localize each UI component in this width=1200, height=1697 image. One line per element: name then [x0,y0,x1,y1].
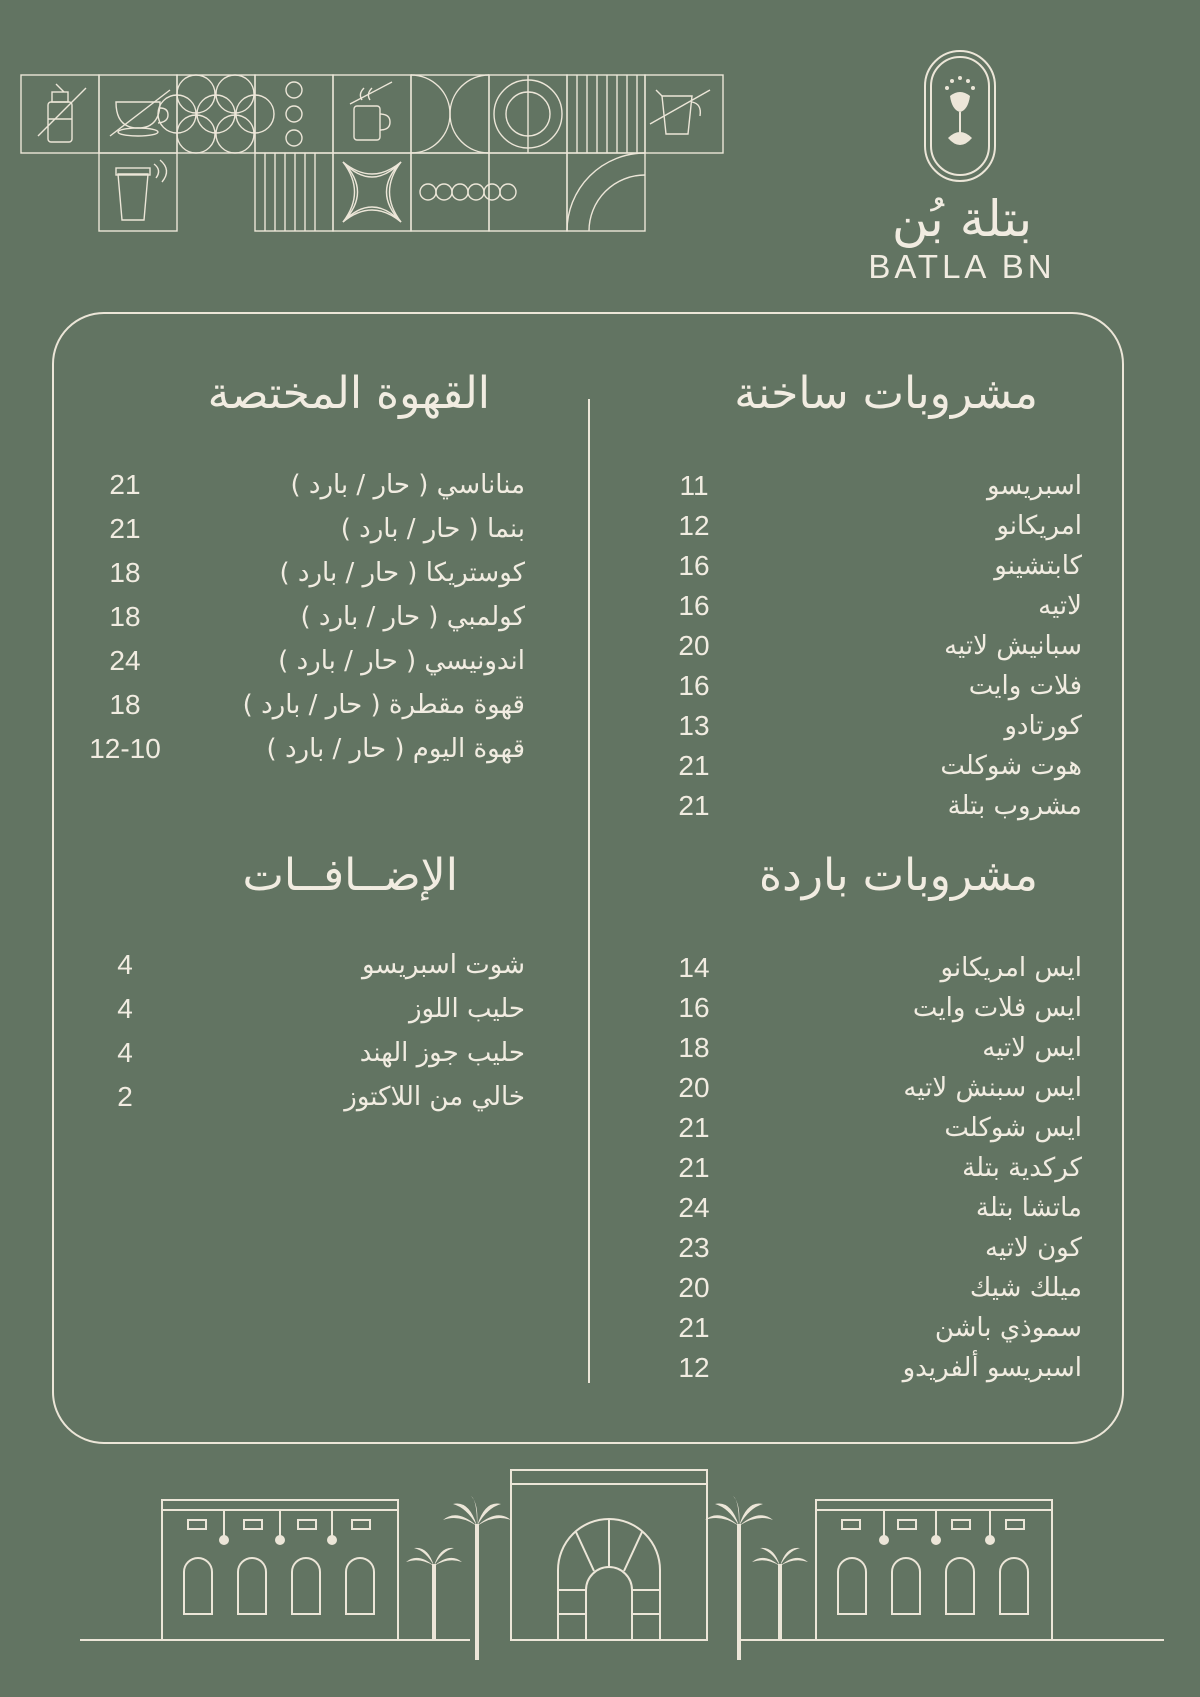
item-name: اسبريسو ألفريدو [902,1353,1082,1383]
menu-item [600,1188,1090,1228]
item-price: 21 [678,750,710,781]
star-shape-icon [343,162,401,222]
menu-item [70,509,525,549]
item-price: 13 [678,710,710,741]
item-price: 4 [117,993,133,1024]
item-price: 21 [678,1312,710,1343]
item-price: 24 [109,645,141,676]
item-price: 20 [678,630,710,661]
item-name: بنما ( حار / بارد ) [340,514,525,544]
menu-item [600,786,1090,826]
item-name: امريكانو [996,511,1082,541]
pitcher-icon [650,90,710,134]
item-price: 16 [678,590,710,621]
menu-item [70,945,525,985]
cold-drinks-title: مشروبات باردة [759,850,1038,901]
item-price: 23 [678,1232,710,1263]
concentric-circle-icon [494,75,562,153]
cup-saucer-icon [110,90,170,136]
item-price: 16 [678,992,710,1023]
item-name: اندونيسي ( حار / بارد ) [278,646,525,676]
menu-item [70,1077,525,1117]
menu-item [600,1308,1090,1348]
item-name: كركدية بتلة [962,1153,1082,1183]
item-price: 4 [117,1037,133,1068]
menu-item [600,1268,1090,1308]
menu-item [70,641,525,681]
circle-pattern-icon [158,75,274,153]
item-name: كابتشينو [994,551,1082,581]
item-price: 21 [109,469,141,500]
specialty-coffee-title: القهوة المختصة [207,368,490,419]
menu-item [600,988,1090,1028]
item-price: 24 [678,1192,710,1223]
menu-item [600,1148,1090,1188]
menu-item [600,626,1090,666]
item-name: قهوة اليوم ( حار / بارد ) [266,734,525,764]
item-price: 21 [678,790,710,821]
menu-item [600,746,1090,786]
item-name: كولمبي ( حار / بارد ) [300,602,525,632]
five-circles-icon [420,184,516,200]
decorative-coffee-pattern [20,74,730,236]
item-name: سبانيش لاتيه [944,631,1082,661]
item-price: 18 [109,689,141,720]
item-name: سموذي باشن [934,1313,1082,1343]
palm-tree-icon [705,1496,773,1660]
menu-item [600,466,1090,506]
item-name: ايس لاتيه [982,1033,1082,1063]
item-price: 16 [678,550,710,581]
mug-icon [350,82,392,140]
item-name: كون لاتيه [984,1233,1082,1263]
item-price: 12 [678,1352,710,1383]
stripes-icon [577,75,637,153]
item-price: 12-10 [89,733,161,764]
item-price: 18 [109,601,141,632]
dots-icon [286,82,302,146]
menu-item [70,685,525,725]
item-name: هوت شوكلت [940,751,1082,781]
item-price: 21 [678,1112,710,1143]
menu-item [600,666,1090,706]
item-name: ايس امريكانو [940,953,1082,983]
menu-item [600,1068,1090,1108]
menu-item [600,1228,1090,1268]
item-name: حليب اللوز [408,994,525,1024]
item-name: شوت اسبريسو [361,950,525,980]
item-name: فلات وايت [968,671,1082,701]
item-price: 4 [117,949,133,980]
item-price: 18 [678,1032,710,1063]
menu-item [600,1108,1090,1148]
item-name: مشروب بتلة [947,791,1082,821]
item-name: مناناسي ( حار / بارد ) [290,470,525,500]
item-price: 11 [679,470,709,501]
street-scene-illustration [0,1464,1200,1664]
brand-logo [922,48,998,184]
menu-item [70,465,525,505]
menu-item [600,506,1090,546]
item-price: 12 [678,510,710,541]
item-name: ماتشا بتلة [975,1193,1082,1223]
hot-drinks-title: مشروبات ساخنة [734,368,1038,419]
menu-item [70,553,525,593]
menu-item [70,729,525,769]
menu-item [600,546,1090,586]
menu-item [70,597,525,637]
item-price: 20 [678,1072,710,1103]
menu-item [600,586,1090,626]
item-name: ايس شوكلت [944,1113,1082,1143]
half-circle-icon [411,75,489,153]
menu-item [600,706,1090,746]
palm-tree-icon [443,1496,511,1660]
menu-item [70,1033,525,1073]
palm-tree-icon [752,1548,808,1640]
menu-item [70,989,525,1029]
item-name: حليب جوز الهند [359,1038,525,1068]
brand-name-arabic: بتلة بُن [891,190,1033,248]
item-price: 16 [678,670,710,701]
item-name: ايس فلات وايت [912,993,1082,1023]
takeaway-cup-icon [116,160,167,220]
stripes-icon [265,153,315,231]
item-price: 21 [678,1152,710,1183]
palm-tree-icon [406,1548,462,1640]
item-price: 20 [678,1272,710,1303]
menu-item [600,1028,1090,1068]
item-name: اسبريسو [986,471,1082,501]
item-name: لاتيه [1038,591,1082,621]
menu-item [600,1348,1090,1388]
item-name: كوستريكا ( حار / بارد ) [279,558,525,588]
brand-name-english: BATLA BN [868,248,1056,285]
item-name: ايس سبنش لاتيه [903,1073,1082,1103]
item-name: ميلك شيك [969,1273,1082,1303]
item-name: خالي من اللاكتوز [344,1082,525,1112]
additions-title: الإضــافــات [242,850,458,901]
item-price: 14 [678,952,710,983]
item-price: 18 [109,557,141,588]
menu-item [600,948,1090,988]
item-name: كورتادو [1004,711,1082,741]
column-divider [588,399,590,1383]
item-price: 2 [117,1081,133,1112]
item-price: 21 [109,513,141,544]
item-name: قهوة مقطرة ( حار / بارد ) [242,690,525,720]
quarter-arc-icon [567,153,645,231]
bottle-icon [38,84,86,142]
